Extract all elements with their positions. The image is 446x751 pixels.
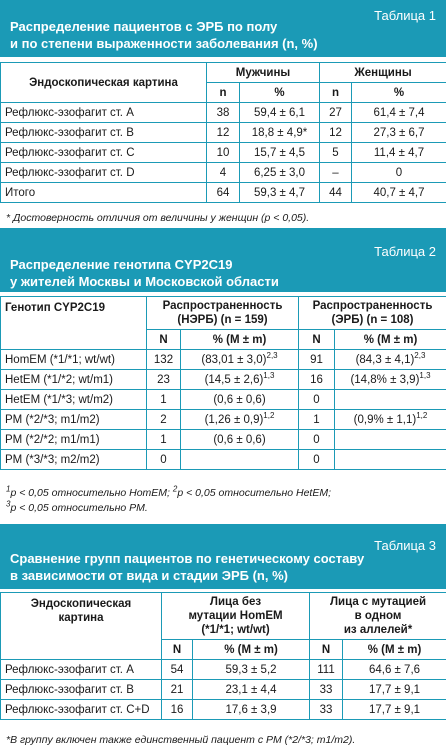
header-line: в одном <box>354 610 402 622</box>
table-row <box>1 123 446 143</box>
footnote-text: p < 0,05 относительно HomEM; <box>10 487 173 499</box>
significance-marker: 2,3 <box>414 350 426 360</box>
table-2 <box>0 296 446 470</box>
table-cell <box>181 390 299 410</box>
table-1-block <box>0 0 446 228</box>
table-cell: 132 <box>147 350 181 370</box>
table-cell: HomEM (*1/*1; wt/wt) <box>1 350 147 370</box>
table-cell: Рефлюкс-эзофагит ст. В <box>1 123 207 143</box>
column-header <box>162 593 310 640</box>
table-cell: 38 <box>207 103 240 123</box>
column-header <box>310 593 446 640</box>
table-cell: 0 <box>147 450 181 470</box>
table-cell: 16 <box>299 370 335 390</box>
table-3-number: Таблица 3 <box>374 538 436 553</box>
header-line: (ЭРБ) (n = 108) <box>331 314 414 326</box>
table-3 <box>0 592 446 720</box>
table-cell: 15,7 ± 4,5 <box>240 143 320 163</box>
column-header: % (M ± m) <box>335 330 446 350</box>
table-cell: 27,3 ± 6,7 <box>352 123 446 143</box>
cell-value: (14,8% ± 3,9) <box>350 373 420 386</box>
table-cell: 64 <box>207 183 240 203</box>
header-line: Эндоскопическая <box>30 598 132 610</box>
table-cell: 44 <box>320 183 352 203</box>
table-cell: 12 <box>320 123 352 143</box>
table-cell: 1 <box>147 430 181 450</box>
table-row <box>1 410 446 430</box>
column-header <box>299 297 446 330</box>
table-cell: 2 <box>147 410 181 430</box>
table-row <box>1 183 446 203</box>
table-1-header <box>0 0 446 57</box>
table-cell: 0 <box>352 163 446 183</box>
cell-value: (1,26 ± 0,9) <box>204 413 264 426</box>
column-header: N <box>162 640 193 660</box>
header-line: Лица без <box>209 596 262 608</box>
significance-marker: 1,3 <box>419 370 431 380</box>
table-row <box>1 593 446 640</box>
table-cell <box>181 370 299 390</box>
table-cell: 10 <box>207 143 240 163</box>
table-1-footnote: * Достоверность отличия от величины у женщин (p < 0,05). <box>6 212 310 224</box>
column-header: % (M ± m) <box>193 640 310 660</box>
table-cell: 91 <box>299 350 335 370</box>
table-cell: 40,7 ± 4,7 <box>352 183 446 203</box>
table-cell <box>181 430 299 450</box>
column-header: % (M ± m) <box>181 330 299 350</box>
table-row <box>1 660 446 680</box>
table-cell: 0 <box>299 430 335 450</box>
significance-marker: 2,3 <box>266 350 278 360</box>
table-cell: 27 <box>320 103 352 123</box>
table-cell: 17,6 ± 3,9 <box>193 700 310 720</box>
table-cell: 23 <box>147 370 181 390</box>
table-cell: 4 <box>207 163 240 183</box>
table-1-number: Таблица 1 <box>374 8 436 23</box>
table-2-footnote-line-1 <box>6 486 331 500</box>
column-header: % <box>352 83 446 103</box>
table-cell: PM (*3/*3; m2/m2) <box>1 450 147 470</box>
cell-value: (0,6 ± 0,6) <box>213 393 266 406</box>
footnote-text: p < 0,05 относительно HetEM; <box>177 487 332 499</box>
footnote-marker: 1 <box>6 484 11 494</box>
table-cell <box>335 430 446 450</box>
table-cell: 21 <box>162 680 193 700</box>
table-2-header <box>0 234 446 292</box>
column-header: Мужчины <box>207 63 320 83</box>
table-cell <box>181 350 299 370</box>
table-cell <box>335 450 446 470</box>
significance-marker: 1,3 <box>263 370 275 380</box>
column-header: N <box>299 330 335 350</box>
header-line: (НЭРБ) (n = 159) <box>177 314 268 326</box>
table-cell: PM (*2/*3; m1/m2) <box>1 410 147 430</box>
header-line: (*1/*1; wt/wt) <box>201 624 270 636</box>
cell-value: (0,9% ± 1,1) <box>353 413 417 426</box>
table-cell: 0 <box>299 390 335 410</box>
table-2-footnote-line-2 <box>6 501 148 515</box>
table-1-title-line-2: и по степени выраженности заболевания (n, %) <box>10 36 318 51</box>
table-cell <box>335 390 446 410</box>
table-3-header <box>0 530 446 589</box>
column-header: Эндоскопическая картина <box>1 63 207 103</box>
table-row <box>1 163 446 183</box>
table-cell: 59,4 ± 6,1 <box>240 103 320 123</box>
table-cell: Рефлюкс-эзофагит ст. А <box>1 660 162 680</box>
table-1-title-line-1: Распределение пациентов с ЭРБ по полу <box>10 19 278 34</box>
cell-value: (83,01 ± 3,0) <box>201 353 267 366</box>
table-cell: 17,7 ± 9,1 <box>343 700 446 720</box>
table-cell: 18,8 ± 4,9* <box>240 123 320 143</box>
header-line: Распространенность <box>312 300 433 312</box>
table-cell: 1 <box>147 390 181 410</box>
table-cell: Итого <box>1 183 207 203</box>
table-cell: 5 <box>320 143 352 163</box>
table-3-title-line-2: в зависимости от вида и стадии ЭРБ (n, %) <box>10 568 288 583</box>
footnote-marker: 3 <box>6 499 11 509</box>
table-cell: 111 <box>310 660 343 680</box>
table-cell: 64,6 ± 7,6 <box>343 660 446 680</box>
table-3-block <box>0 530 446 751</box>
table-cell: HetEM (*1/*3; wt/m2) <box>1 390 147 410</box>
column-header: N <box>310 640 343 660</box>
table-cell: Рефлюкс-эзофагит ст. С+D <box>1 700 162 720</box>
table-cell <box>335 350 446 370</box>
table-3-footnote: *В группу включен также единственный пациент с PM (*2/*3; m1/m2). <box>6 734 356 746</box>
table-cell: Рефлюкс-эзофагит ст. А <box>1 103 207 123</box>
table-cell: 23,1 ± 4,4 <box>193 680 310 700</box>
table-row <box>1 680 446 700</box>
table-cell: Рефлюкс-эзофагит ст. D <box>1 163 207 183</box>
table-cell <box>181 410 299 430</box>
column-header <box>147 297 299 330</box>
table-cell: 54 <box>162 660 193 680</box>
table-1 <box>0 62 446 203</box>
column-header: Генотип CYP2C19 <box>1 297 147 350</box>
column-header: n <box>320 83 352 103</box>
table-cell: 16 <box>162 700 193 720</box>
footnote-marker: 2 <box>172 484 178 494</box>
table-row <box>1 143 446 163</box>
table-row <box>1 350 446 370</box>
column-header: N <box>147 330 181 350</box>
table-cell: 6,25 ± 3,0 <box>240 163 320 183</box>
table-row <box>1 370 446 390</box>
table-row <box>1 103 446 123</box>
table-cell: HetEM (*1/*2; wt/m1) <box>1 370 147 390</box>
table-cell: 59,3 ± 5,2 <box>193 660 310 680</box>
table-cell <box>335 410 446 430</box>
header-line: из аллелей* <box>343 624 413 636</box>
table-2-title-line-2: у жителей Москвы и Московской области <box>10 274 279 289</box>
table-row <box>1 450 446 470</box>
table-cell: Рефлюкс-эзофагит ст. В <box>1 680 162 700</box>
header-line: картина <box>58 612 104 624</box>
table-cell <box>181 450 299 470</box>
table-cell: 33 <box>310 700 343 720</box>
cell-value: (14,5 ± 2,6) <box>204 373 264 386</box>
table-2-block <box>0 234 446 524</box>
table-row <box>1 63 446 83</box>
cell-value: (84,3 ± 4,1) <box>355 353 415 366</box>
column-header: Женщины <box>320 63 446 83</box>
header-line: мутации HomEM <box>188 610 283 622</box>
table-cell: 61,4 ± 7,4 <box>352 103 446 123</box>
table-2-title-line-1: Распределение генотипа CYP2C19 <box>10 257 233 272</box>
table-row <box>1 297 446 330</box>
table-row <box>1 390 446 410</box>
column-header: % (M ± m) <box>343 640 446 660</box>
column-header: n <box>207 83 240 103</box>
table-cell: 1 <box>299 410 335 430</box>
header-line: Распространенность <box>162 300 283 312</box>
table-cell: 59,3 ± 4,7 <box>240 183 320 203</box>
header-line: Лица с мутацией <box>329 596 427 608</box>
column-header: % <box>240 83 320 103</box>
table-2-number: Таблица 2 <box>374 244 436 259</box>
table-cell: 17,7 ± 9,1 <box>343 680 446 700</box>
table-cell: 0 <box>299 450 335 470</box>
table-cell: – <box>320 163 352 183</box>
footnote-text: p < 0,05 относительно PM. <box>10 502 148 514</box>
table-cell: PM (*2/*2; m1/m1) <box>1 430 147 450</box>
cell-value: (0,6 ± 0,6) <box>213 433 266 446</box>
table-row <box>1 700 446 720</box>
table-cell: 33 <box>310 680 343 700</box>
column-header <box>1 593 162 660</box>
table-row <box>1 430 446 450</box>
table-cell: 11,4 ± 4,7 <box>352 143 446 163</box>
table-3-title-line-1: Сравнение групп пациентов по генетическому составу <box>10 551 365 566</box>
significance-marker: 1,2 <box>263 410 275 420</box>
significance-marker: 1,2 <box>416 410 428 420</box>
table-cell <box>335 370 446 390</box>
table-cell: 12 <box>207 123 240 143</box>
table-cell: Рефлюкс-эзофагит ст. С <box>1 143 207 163</box>
